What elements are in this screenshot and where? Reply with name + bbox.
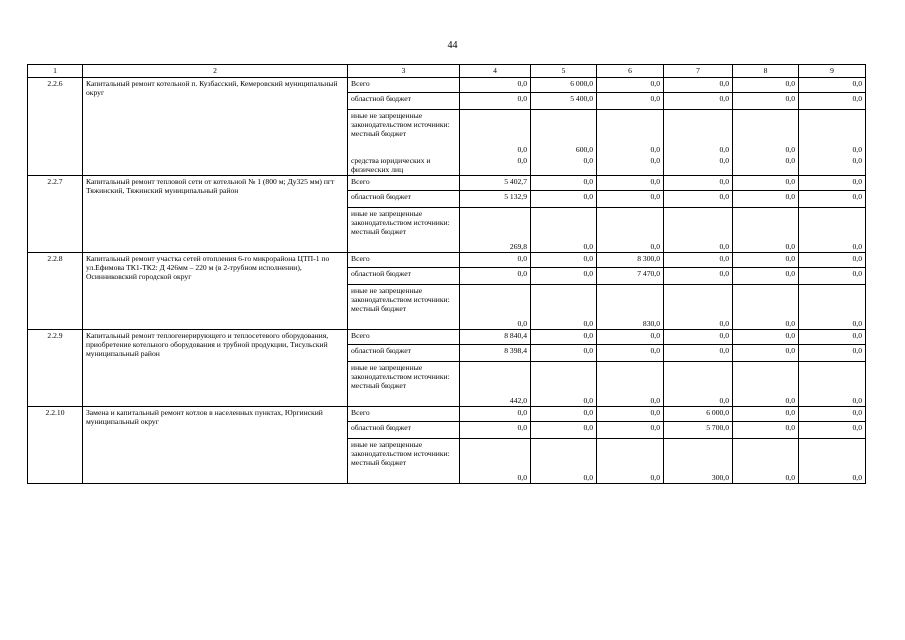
row-description: Капитальный ремонт тепловой сети от котельной № 1 (800 м; Ду325 мм) пгт Тяжинский, Тяжинский муниципальный район bbox=[83, 175, 348, 252]
value-cell: 0,0 bbox=[531, 406, 597, 421]
value-cell: 0,0 bbox=[597, 155, 664, 176]
value-cell: 0,0 bbox=[664, 190, 733, 207]
regional-label: областной бюджет bbox=[351, 345, 411, 355]
value-cell: 0,0 bbox=[597, 329, 664, 344]
local-budget-label: местный бюджет bbox=[351, 303, 407, 313]
total-label: Всего bbox=[351, 253, 370, 263]
column-header: 6 bbox=[597, 65, 664, 78]
value-cell: 0,0 bbox=[733, 190, 799, 207]
value-cell: 0,0 bbox=[597, 78, 664, 93]
value-cell: 0,0 bbox=[531, 438, 597, 483]
value-cell: 0,0 bbox=[664, 110, 733, 155]
source-label bbox=[348, 421, 460, 438]
value-cell: 0,0 bbox=[733, 361, 799, 406]
source-label bbox=[348, 190, 460, 207]
value-cell: 0,0 bbox=[460, 421, 531, 438]
value-cell: 0,0 bbox=[733, 406, 799, 421]
value-cell: 0,0 bbox=[733, 438, 799, 483]
table-header-row bbox=[28, 65, 866, 78]
value-cell: 442,0 bbox=[460, 361, 531, 406]
column-header: 1 bbox=[28, 65, 83, 78]
value-cell: 0,0 bbox=[664, 267, 733, 284]
other-sources-label: иные не запрещенные законодательством источники: bbox=[351, 111, 450, 129]
value-cell: 0,0 bbox=[733, 207, 799, 252]
column-header: 7 bbox=[664, 65, 733, 78]
value-cell: 0,0 bbox=[597, 93, 664, 110]
value-cell: 0,0 bbox=[799, 421, 866, 438]
value-cell: 0,0 bbox=[799, 93, 866, 110]
value-cell: 8 398,4 bbox=[460, 344, 531, 361]
value-cell: 0,0 bbox=[799, 361, 866, 406]
row-id: 2.2.6 bbox=[28, 78, 83, 176]
value-cell: 0,0 bbox=[531, 190, 597, 207]
value-cell: 269,8 bbox=[460, 207, 531, 252]
value-cell: 0,0 bbox=[799, 406, 866, 421]
value-cell: 0,0 bbox=[799, 175, 866, 190]
value-cell: 0,0 bbox=[733, 93, 799, 110]
value-cell: 0,0 bbox=[597, 438, 664, 483]
value-cell: 0,0 bbox=[597, 406, 664, 421]
value-cell: 0,0 bbox=[733, 155, 799, 176]
value-cell: 6 000,0 bbox=[664, 406, 733, 421]
table-row bbox=[28, 252, 866, 267]
value-cell: 0,0 bbox=[799, 438, 866, 483]
value-cell: 0,0 bbox=[597, 175, 664, 190]
value-cell: 0,0 bbox=[799, 207, 866, 252]
source-label bbox=[348, 78, 460, 93]
source-label bbox=[348, 284, 460, 329]
source-label bbox=[348, 438, 460, 483]
local-budget-label: местный бюджет bbox=[351, 129, 407, 138]
value-cell: 8 300,0 bbox=[597, 252, 664, 267]
table-row bbox=[28, 175, 866, 190]
value-cell: 0,0 bbox=[597, 421, 664, 438]
value-cell: 0,0 bbox=[664, 93, 733, 110]
value-cell: 0,0 bbox=[460, 155, 531, 176]
value-cell: 0,0 bbox=[664, 252, 733, 267]
source-label bbox=[348, 155, 460, 176]
value-cell: 0,0 bbox=[597, 190, 664, 207]
value-cell: 0,0 bbox=[531, 284, 597, 329]
row-id: 2.2.9 bbox=[28, 329, 83, 406]
value-cell: 5 700,0 bbox=[664, 421, 733, 438]
value-cell: 0,0 bbox=[460, 284, 531, 329]
regional-label: областной бюджет bbox=[351, 94, 411, 103]
row-id: 2.2.8 bbox=[28, 252, 83, 329]
source-label bbox=[348, 406, 460, 421]
column-header: 2 bbox=[83, 65, 348, 78]
source-label bbox=[348, 329, 460, 344]
value-cell: 0,0 bbox=[460, 78, 531, 93]
value-cell: 0,0 bbox=[733, 267, 799, 284]
value-cell: 0,0 bbox=[799, 252, 866, 267]
source-label bbox=[348, 93, 460, 110]
value-cell: 0,0 bbox=[733, 344, 799, 361]
value-cell: 0,0 bbox=[664, 78, 733, 93]
value-cell: 0,0 bbox=[460, 93, 531, 110]
value-cell: 0,0 bbox=[664, 329, 733, 344]
column-header: 3 bbox=[348, 65, 460, 78]
regional-label: областной бюджет bbox=[351, 191, 411, 201]
value-cell: 5 400,0 bbox=[531, 93, 597, 110]
value-cell: 0,0 bbox=[799, 110, 866, 155]
value-cell: 0,0 bbox=[733, 329, 799, 344]
value-cell: 0,0 bbox=[531, 344, 597, 361]
value-cell: 0,0 bbox=[664, 344, 733, 361]
value-cell: 0,0 bbox=[531, 329, 597, 344]
column-header: 8 bbox=[733, 65, 799, 78]
value-cell: 0,0 bbox=[799, 190, 866, 207]
value-cell: 0,0 bbox=[799, 344, 866, 361]
source-label bbox=[348, 110, 460, 155]
value-cell: 0,0 bbox=[733, 175, 799, 190]
other-sources-label: иные не запрещенные законодательством источники: bbox=[351, 362, 450, 381]
column-header: 4 bbox=[460, 65, 531, 78]
value-cell: 0,0 bbox=[799, 78, 866, 93]
other-sources-label: иные не запрещенные законодательством источники: bbox=[351, 208, 450, 227]
source-label bbox=[348, 361, 460, 406]
value-cell: 0,0 bbox=[531, 155, 597, 176]
column-header: 5 bbox=[531, 65, 597, 78]
value-cell: 0,0 bbox=[597, 207, 664, 252]
value-cell: 0,0 bbox=[460, 406, 531, 421]
value-cell: 0,0 bbox=[460, 252, 531, 267]
other-sources-label: иные не запрещенные законодательством источники: bbox=[351, 285, 450, 304]
total-label: Всего bbox=[351, 79, 370, 88]
value-cell: 0,0 bbox=[733, 110, 799, 155]
value-cell: 0,0 bbox=[664, 155, 733, 176]
value-cell: 0,0 bbox=[664, 284, 733, 329]
total-label: Всего bbox=[351, 176, 370, 186]
row-description: Замена и капитальный ремонт котлов в населенных пунктах, Юргинский муниципальный округ bbox=[83, 406, 348, 483]
value-cell: 0,0 bbox=[460, 110, 531, 155]
value-cell: 0,0 bbox=[664, 207, 733, 252]
value-cell: 0,0 bbox=[799, 267, 866, 284]
value-cell: 300,0 bbox=[664, 438, 733, 483]
value-cell: 0,0 bbox=[799, 155, 866, 176]
total-label: Всего bbox=[351, 407, 370, 417]
regional-label: областной бюджет bbox=[351, 268, 411, 278]
value-cell: 0,0 bbox=[597, 110, 664, 155]
local-budget-label: местный бюджет bbox=[351, 457, 407, 467]
total-label: Всего bbox=[351, 330, 370, 340]
value-cell: 600,0 bbox=[531, 110, 597, 155]
local-budget-label: местный бюджет bbox=[351, 380, 407, 390]
source-label bbox=[348, 207, 460, 252]
value-cell: 0,0 bbox=[460, 438, 531, 483]
value-cell: 7 470,0 bbox=[597, 267, 664, 284]
value-cell: 0,0 bbox=[531, 267, 597, 284]
legal-label: средства юридических и физических лиц bbox=[351, 155, 431, 174]
value-cell: 0,0 bbox=[531, 207, 597, 252]
other-sources-label: иные не запрещенные законодательством источники: bbox=[351, 439, 450, 458]
value-cell: 0,0 bbox=[597, 361, 664, 406]
table-row bbox=[28, 406, 866, 421]
row-id: 2.2.10 bbox=[28, 406, 83, 483]
value-cell: 8 840,4 bbox=[460, 329, 531, 344]
row-description: Капитальный ремонт участка сетей отопления 6-го микрорайона ЦТП-1 по ул.Ефимова ТК1-ТК2: Д 426мм – 220 м (в 2-трубном исполнении), Осинниковский городской округ bbox=[83, 252, 348, 329]
value-cell: 0,0 bbox=[799, 284, 866, 329]
value-cell: 0,0 bbox=[664, 361, 733, 406]
value-cell: 830,0 bbox=[597, 284, 664, 329]
row-description: Капитальный ремонт котельной п. Кузбасский, Кемеровский муниципальный округ bbox=[83, 78, 348, 176]
row-description: Капитальный ремонт теплогенерирующего и теплосетевого оборудования, приобретение котельного оборудования и трубной продукции, Тисульский муниципальный район bbox=[83, 329, 348, 406]
value-cell: 6 000,0 bbox=[531, 78, 597, 93]
value-cell: 0,0 bbox=[460, 267, 531, 284]
value-cell: 0,0 bbox=[733, 284, 799, 329]
source-label bbox=[348, 267, 460, 284]
source-label bbox=[348, 344, 460, 361]
source-label bbox=[348, 175, 460, 190]
value-cell: 0,0 bbox=[733, 421, 799, 438]
budget-table bbox=[27, 64, 866, 484]
value-cell: 0,0 bbox=[664, 175, 733, 190]
page-number: 44 bbox=[447, 40, 458, 51]
value-cell: 0,0 bbox=[531, 421, 597, 438]
value-cell: 0,0 bbox=[597, 344, 664, 361]
value-cell: 0,0 bbox=[799, 329, 866, 344]
column-header: 9 bbox=[799, 65, 866, 78]
value-cell: 0,0 bbox=[531, 252, 597, 267]
table-row bbox=[28, 78, 866, 93]
value-cell: 0,0 bbox=[733, 252, 799, 267]
value-cell: 5 132,9 bbox=[460, 190, 531, 207]
regional-label: областной бюджет bbox=[351, 422, 411, 432]
value-cell: 0,0 bbox=[531, 175, 597, 190]
source-label bbox=[348, 252, 460, 267]
value-cell: 0,0 bbox=[733, 78, 799, 93]
table-row bbox=[28, 329, 866, 344]
local-budget-label: местный бюджет bbox=[351, 226, 407, 236]
value-cell: 5 402,7 bbox=[460, 175, 531, 190]
value-cell: 0,0 bbox=[531, 361, 597, 406]
row-id: 2.2.7 bbox=[28, 175, 83, 252]
